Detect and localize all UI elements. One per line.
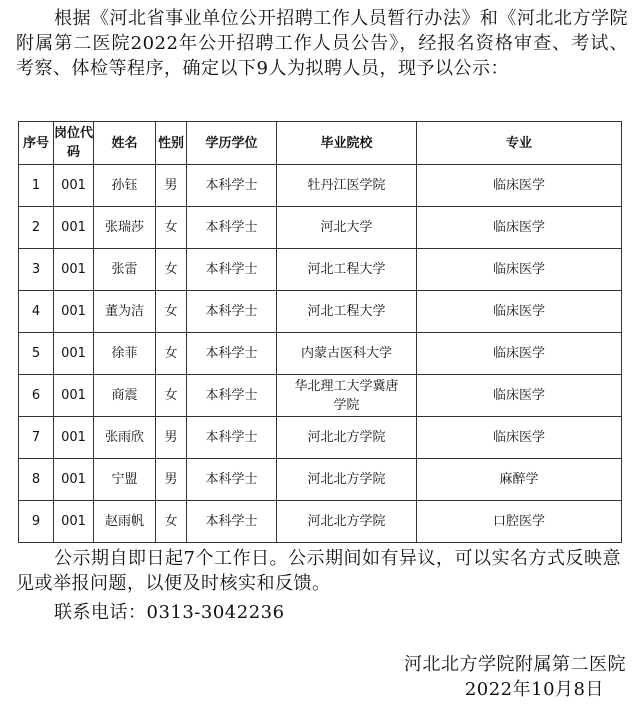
cell-major: 麻醉学: [417, 459, 622, 501]
cell-school: 河北大学: [277, 207, 417, 249]
header-major: 专业: [417, 122, 622, 165]
cell-gender: 男: [156, 417, 187, 459]
cell-degree: 本科学士: [187, 333, 277, 375]
notice-paragraph: 公示期自即日起7个工作日。公示期间如有异议，可以实名方式反映意见或举报问题，以便及时核实和反馈。: [16, 548, 621, 594]
cell-degree: 本科学士: [187, 375, 277, 417]
table-row: [19, 459, 622, 501]
cell-gender: 男: [156, 459, 187, 501]
header-no: 序号: [19, 122, 54, 165]
cell-degree: 本科学士: [187, 249, 277, 291]
cell-name: 张雷: [94, 249, 156, 291]
cell-gender: 女: [156, 207, 187, 249]
cell-name: 宁盟: [94, 459, 156, 501]
cell-gender: 男: [156, 165, 187, 207]
cell-school: 河北工程大学: [277, 249, 417, 291]
cell-school: 河北北方学院: [277, 501, 417, 543]
table-row: [19, 333, 622, 375]
table-row: [19, 291, 622, 333]
signature-block: [404, 652, 626, 702]
cell-no: 1: [19, 165, 54, 207]
table-body: [19, 165, 622, 543]
cell-post: 001: [54, 207, 94, 249]
cell-name: 孙钰: [94, 165, 156, 207]
cell-no: 2: [19, 207, 54, 249]
cell-major: 临床医学: [417, 291, 622, 333]
cell-gender: 女: [156, 333, 187, 375]
header-name: 姓名: [94, 122, 156, 165]
cell-school: 河北工程大学: [277, 291, 417, 333]
cell-post: 001: [54, 165, 94, 207]
cell-school: 河北北方学院: [277, 417, 417, 459]
cell-no: 9: [19, 501, 54, 543]
cell-degree: 本科学士: [187, 207, 277, 249]
cell-post: 001: [54, 291, 94, 333]
signature-date: 2022年10月8日: [464, 679, 604, 700]
cell-no: 6: [19, 375, 54, 417]
cell-school: 内蒙古医科大学: [277, 333, 417, 375]
table-row: [19, 207, 622, 249]
cell-post: 001: [54, 249, 94, 291]
header-post: 岗位代码: [54, 122, 94, 165]
cell-no: 7: [19, 417, 54, 459]
header-gender: 性别: [156, 122, 187, 165]
cell-degree: 本科学士: [187, 459, 277, 501]
cell-gender: 女: [156, 249, 187, 291]
cell-degree: 本科学士: [187, 501, 277, 543]
cell-no: 8: [19, 459, 54, 501]
table-row: [19, 375, 622, 417]
table-row: [19, 165, 622, 207]
cell-major: 临床医学: [417, 333, 622, 375]
cell-post: 001: [54, 375, 94, 417]
candidate-table: [18, 121, 622, 543]
table-row: [19, 501, 622, 543]
cell-degree: 本科学士: [187, 291, 277, 333]
cell-gender: 女: [156, 375, 187, 417]
cell-post: 001: [54, 417, 94, 459]
table-header-row: [19, 122, 622, 165]
cell-major: 临床医学: [417, 375, 622, 417]
cell-no: 3: [19, 249, 54, 291]
header-degree: 学历学位: [187, 122, 277, 165]
table-row: [19, 249, 622, 291]
header-school: 毕业院校: [277, 122, 417, 165]
cell-name: 董为洁: [94, 291, 156, 333]
cell-degree: 本科学士: [187, 417, 277, 459]
cell-school: 牡丹江医学院: [277, 165, 417, 207]
intro-paragraph: 根据《河北省事业单位公开招聘工作人员暂行办法》和《河北北方学院附属第二医院2022年公开招聘工作人员公告》，经报名资格审查、考试、考察、体检等程序，确定以下9人为拟聘人员，现予以公示：: [16, 8, 628, 79]
cell-name: 徐菲: [94, 333, 156, 375]
cell-major: 临床医学: [417, 249, 622, 291]
table-row: [19, 417, 622, 459]
cell-school: 河北北方学院: [277, 459, 417, 501]
cell-major: 临床医学: [417, 165, 622, 207]
cell-gender: 女: [156, 501, 187, 543]
cell-major: 临床医学: [417, 417, 622, 459]
cell-post: 001: [54, 333, 94, 375]
cell-name: 张瑞莎: [94, 207, 156, 249]
cell-major: 临床医学: [417, 207, 622, 249]
signature-org: 河北北方学院附属第二医院: [404, 654, 626, 675]
cell-name: 商震: [94, 375, 156, 417]
cell-post: 001: [54, 501, 94, 543]
cell-major: 口腔医学: [417, 501, 622, 543]
cell-school: 华北理工大学冀唐学院: [277, 375, 417, 417]
cell-degree: 本科学士: [187, 165, 277, 207]
cell-no: 4: [19, 291, 54, 333]
cell-post: 001: [54, 459, 94, 501]
contact-phone: 联系电话：0313-3042236: [54, 602, 285, 623]
cell-gender: 女: [156, 291, 187, 333]
cell-name: 赵雨帆: [94, 501, 156, 543]
cell-name: 张雨欣: [94, 417, 156, 459]
cell-no: 5: [19, 333, 54, 375]
